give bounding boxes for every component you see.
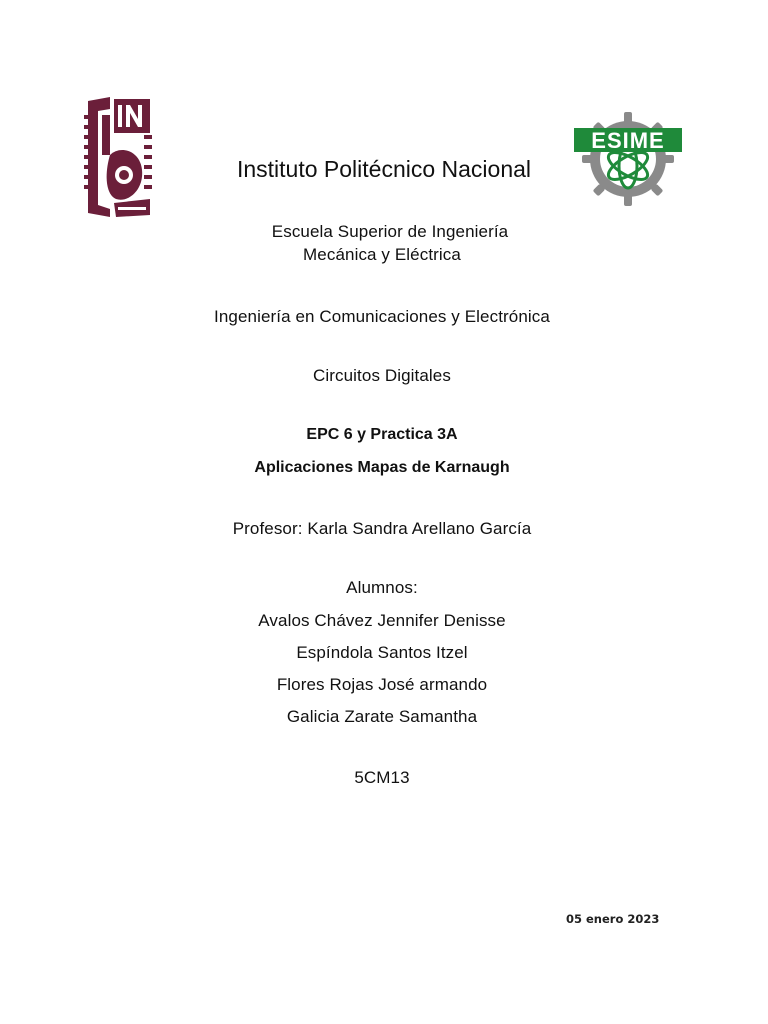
institution-name: Instituto Politécnico Nacional [236, 156, 532, 182]
student-name: Avalos Chávez Jennifer Denisse [258, 611, 506, 630]
student-name: Espíndola Santos Itzel [296, 643, 468, 662]
student-name: Flores Rojas José armando [276, 675, 488, 694]
document-date: 05 enero 2023 [566, 912, 660, 926]
group-code: 5CM13 [354, 768, 410, 787]
school-name-line1: Escuela Superior de Ingeniería [271, 222, 509, 241]
assignment-title-line2: Aplicaciones Mapas de Karnaugh [254, 459, 510, 476]
esime-logo-text: ESIME [591, 128, 665, 153]
students-label: Alumnos: [346, 578, 418, 597]
professor-name: Profesor: Karla Sandra Arellano García [232, 519, 532, 538]
school-name-line2: Mecánica y Eléctrica [303, 245, 461, 264]
ipn-logo-text: IPN [80, 95, 82, 96]
student-name: Galicia Zarate Samantha [286, 707, 478, 726]
assignment-title-line1: EPC 6 y Practica 3A [306, 426, 458, 443]
course-name: Circuitos Digitales [313, 366, 451, 385]
program-name: Ingeniería en Comunicaciones y Electrónica [214, 307, 550, 326]
